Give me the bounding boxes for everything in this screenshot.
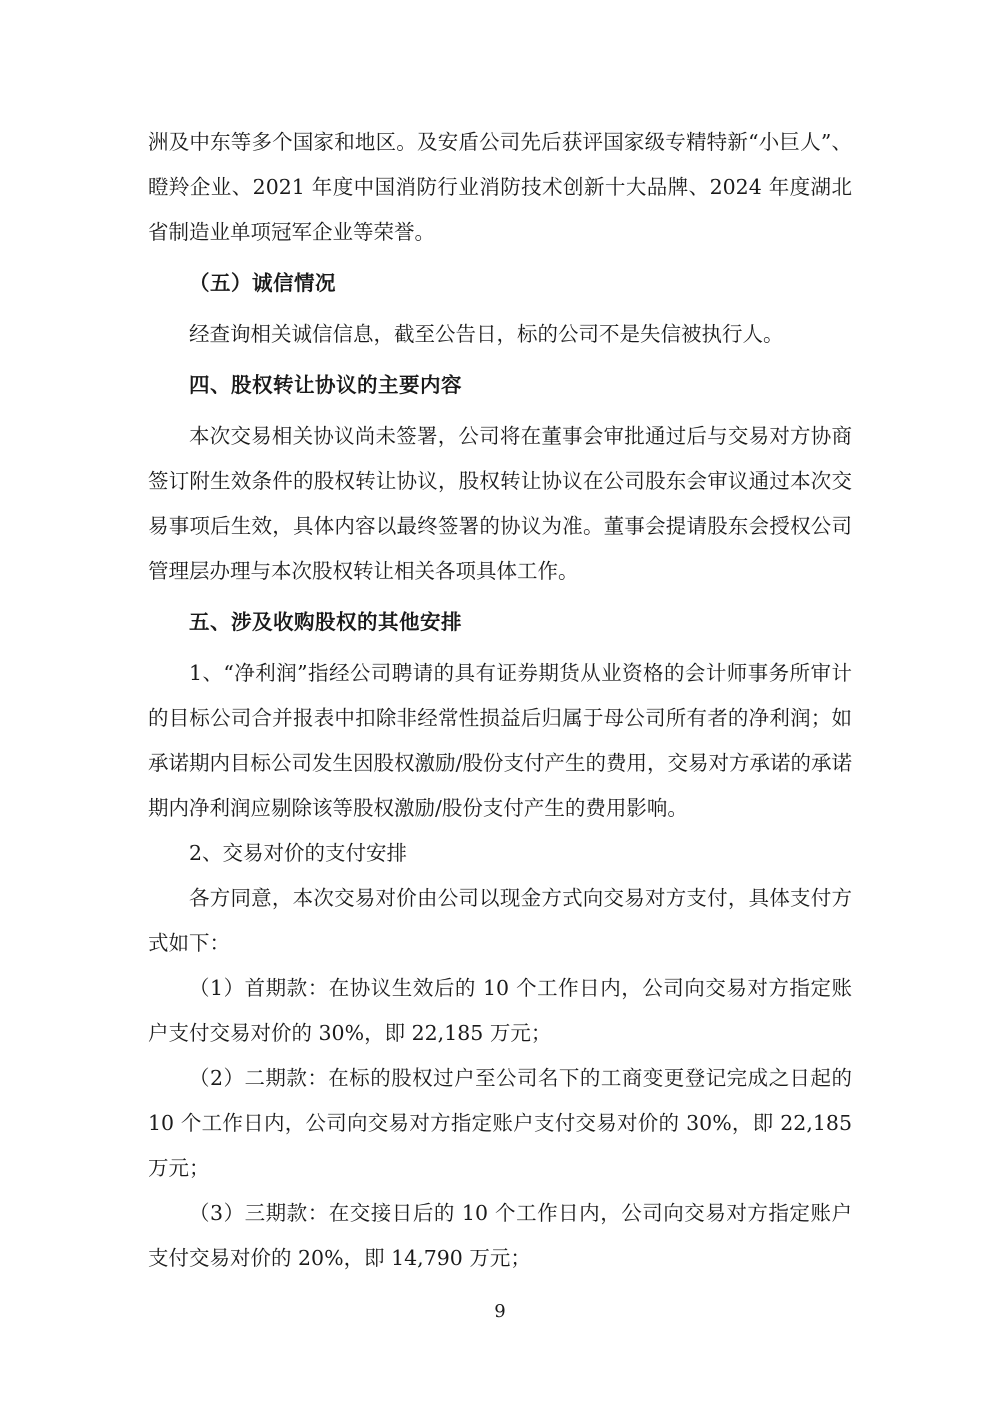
heading-section-four-agreement: 四、股权转让协议的主要内容 bbox=[189, 373, 462, 397]
paragraph-agreement-content: 本次交易相关协议尚未签署，公司将在董事会审批通过后与交易对方协商签订附生效条件的股权转让协议，股权转让协议在公司股东会审议通过本次交易事项后生效，具体内容以最终签署的协议为准。董事会提请股东会授权公司管理层办理与本次股权转让相关各项具体工作。 bbox=[148, 424, 852, 583]
document-body bbox=[148, 120, 852, 1281]
paragraph-payment-third-installment: （3）三期款：在交接日后的 10 个工作日内，公司向交易对方指定账户支付交易对价的 20%，即 14,790 万元； bbox=[148, 1201, 852, 1270]
paragraph-item-1-net-profit: 1、“净利润”指经公司聘请的具有证券期货从业资格的会计师事务所审计的目标公司合并报表中扣除非经常性损益后归属于母公司所有者的净利润；如承诺期内目标公司发生因股权激励/股份支付产生的费用，交易对方承诺的承诺期内净利润应剔除该等股权激励/股份支付产生的费用影响。 bbox=[148, 661, 852, 820]
paragraph-continuation: 洲及中东等多个国家和地区。及安盾公司先后获评国家级专精特新“小巨人”、瞪羚企业、2021 年度中国消防行业消防技术创新十大品牌、2024 年度湖北省制造业单项冠军企业等荣誉。 bbox=[148, 130, 852, 244]
page-number: 9 bbox=[494, 1301, 506, 1322]
paragraph-payment-first-installment: （1）首期款：在协议生效后的 10 个工作日内，公司向交易对方指定账户支付交易对价的 30%，即 22,185 万元； bbox=[148, 976, 852, 1045]
heading-section-five-integrity: （五）诚信情况 bbox=[189, 271, 336, 295]
paragraph-integrity-check: 经查询相关诚信信息，截至公告日，标的公司不是失信被执行人。 bbox=[189, 322, 784, 346]
paragraph-payment-method-intro: 各方同意，本次交易对价由公司以现金方式向交易对方支付，具体支付方式如下： bbox=[148, 886, 852, 955]
heading-section-five-other-arrangements: 五、涉及收购股权的其他安排 bbox=[189, 610, 462, 634]
paragraph-item-2-payment-arrangement: 2、交易对价的支付安排 bbox=[189, 841, 408, 865]
paragraph-payment-second-installment: （2）二期款：在标的股权过户至公司名下的工商变更登记完成之日起的 10 个工作日内，公司向交易对方指定账户支付交易对价的 30%，即 22,185 万元； bbox=[148, 1066, 852, 1180]
